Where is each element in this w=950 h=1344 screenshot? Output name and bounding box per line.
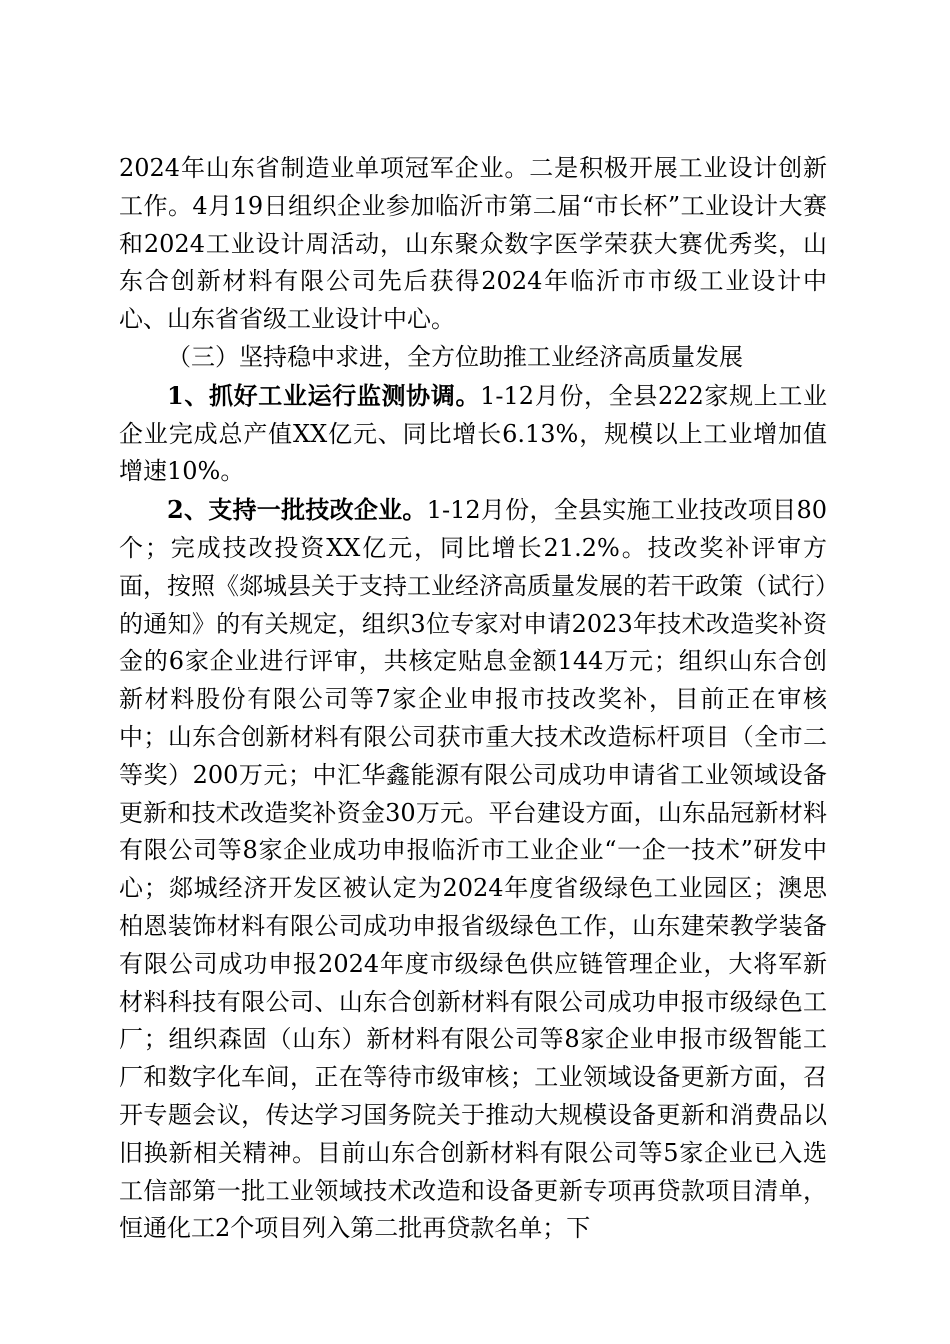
item-2-body: 1-12月份，全县实施工业技改项目80个；完成技改投资XX亿元，同比增长21.2%。技改奖补评审方面，按照《郯城县关于支持工业经济高质量发展的若干政策（试行）的通知》的有关规定，组织3位专家对申请2023年技术改造奖补资金的6家企业进行评审，共核定贴息金额144万元；组织山东合创新材料股份有限公司等7家企业申报市技改奖补，目前正在审核中；山东合创新材料有限公司获市重大技术改造标杆项目（全市二等奖）200万元；中汇华鑫能源有限公司成功申请省工业领域设备更新和技术改造奖补资金30万元。平台建设方面，山东品冠新材料有限公司等8家企业成功申报临沂市工业企业“一企一技术”研发中心；郯城经济开发区被认定为2024年度省级绿色工业园区；澳思柏恩装饰材料有限公司成功申报省级绿色工作，山东建荣教学装备有限公司成功申报2024年度市级绿色供应链管理企业，大将军新材料科技有限公司、山东合创新材料有限公司成功申报市级绿色工厂；组织森固（山东）新材料有限公司等8家企业申报市级智能工厂和数字化车间，正在等待市级审核；工业领域设备更新方面，召开专题会议，传达学习国务院关于推动大规模设备更新和消费品以旧换新相关精神。目前山东合创新材料有限公司等5家企业已入选工信部第一批工业领域技术改造和设备更新专项再贷款项目清单，恒通化工2个项目列入第二批再贷款名单；下 bbox=[119, 496, 827, 1243]
document-body bbox=[119, 150, 827, 1248]
item-1-lead: 1、抓好工业运行监测协调。 bbox=[167, 380, 481, 410]
item-1-body: 1-12月份，全县222家规上工业企业完成总产值XX亿元、同比增长6.13%，规模以上工业增加值增速10%。 bbox=[119, 381, 827, 486]
paragraph-item-1 bbox=[119, 377, 827, 491]
paragraph-item-2 bbox=[119, 491, 827, 1248]
section-heading: （三）坚持稳中求进，全方位助推工业经济高质量发展 bbox=[167, 342, 743, 371]
item-2-lead: 2、支持一批技改企业。 bbox=[167, 495, 427, 525]
paragraph-continuation: 2024年山东省制造业单项冠军企业。二是积极开展工业设计创新工作。4月19日组织企业参加临沂市第二届“市长杯”工业设计大赛和2024工业设计周活动，山东聚众数字医学荣获大赛优秀奖，山东合创新材料有限公司先后获得2024年临沂市市级工业设计中心、山东省省级工业设计中心。 bbox=[119, 154, 827, 334]
